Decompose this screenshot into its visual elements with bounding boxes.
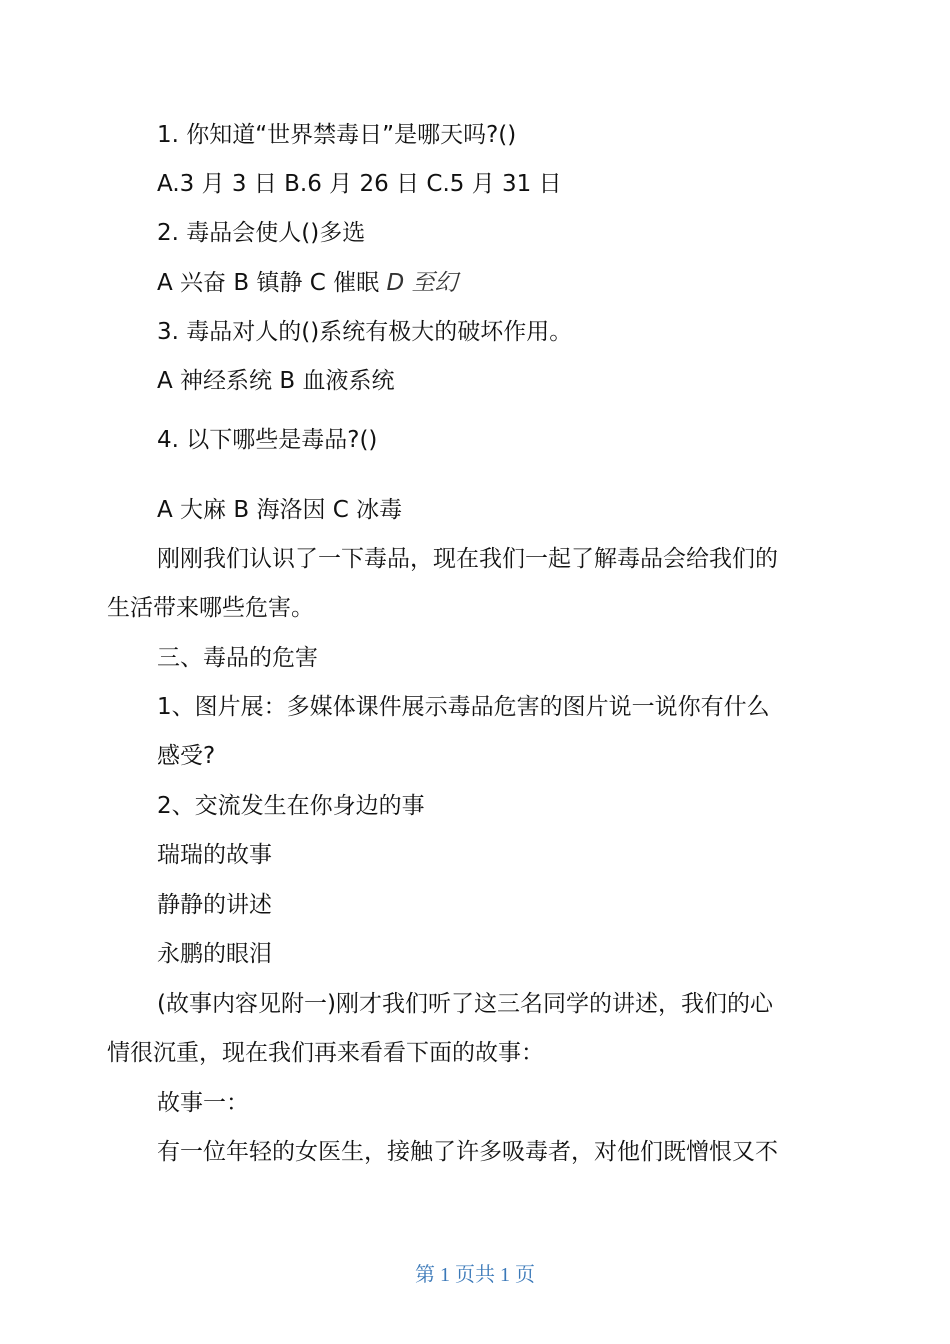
question-4: 4. 以下哪些是毒品?() (157, 427, 378, 453)
story-one-text: 有一位年轻的女医生，接触了许多吸毒者，对他们既憎恨又不 (157, 1139, 778, 1165)
story-title-2: 静静的讲述 (157, 892, 272, 918)
question-1-options: A.3 月 3 日 B.6 月 26 日 C.5 月 31 日 (157, 171, 562, 197)
section-heading: 三、毒品的危害 (157, 645, 318, 671)
story-title-1: 瑞瑞的故事 (157, 842, 272, 868)
question-3: 3. 毒品对人的()系统有极大的破坏作用。 (157, 319, 573, 345)
paragraph-intro-line-2: 生活带来哪些危害。 (107, 595, 314, 621)
question-3-options: A 神经系统 B 血液系统 (157, 368, 395, 394)
story-title-3: 永鹏的眼泪 (157, 941, 272, 967)
story-one-heading: 故事一： (157, 1090, 249, 1116)
question-1: 1. 你知道“世界禁毒日”是哪天吗?() (157, 122, 517, 148)
item-1-line-1: 1、图片展：多媒体课件展示毒品危害的图片说一说你有什么 (157, 694, 770, 720)
question-2-options-text: A 兴奋 B 镇静 C 催眠 (157, 270, 387, 296)
question-2-option-d: D 至幻 (386, 270, 458, 296)
question-2-options (157, 268, 457, 298)
paragraph-intro-line-1: 刚刚我们认识了一下毒品，现在我们一起了解毒品会给我们的 (157, 546, 778, 572)
question-2: 2. 毒品会使人()多选 (157, 220, 366, 246)
item-2: 2、交流发生在你身边的事 (157, 793, 425, 819)
item-1-line-2: 感受? (157, 743, 216, 769)
paragraph-stories-line-1: (故事内容见附一)刚才我们听了这三名同学的讲述，我们的心 (157, 991, 773, 1017)
paragraph-stories-line-2: 情很沉重，现在我们再来看看下面的故事： (107, 1040, 544, 1066)
page-number-footer: 第 1 页共 1 页 (415, 1264, 535, 1286)
question-4-options: A 大麻 B 海洛因 C 冰毒 (157, 497, 403, 523)
